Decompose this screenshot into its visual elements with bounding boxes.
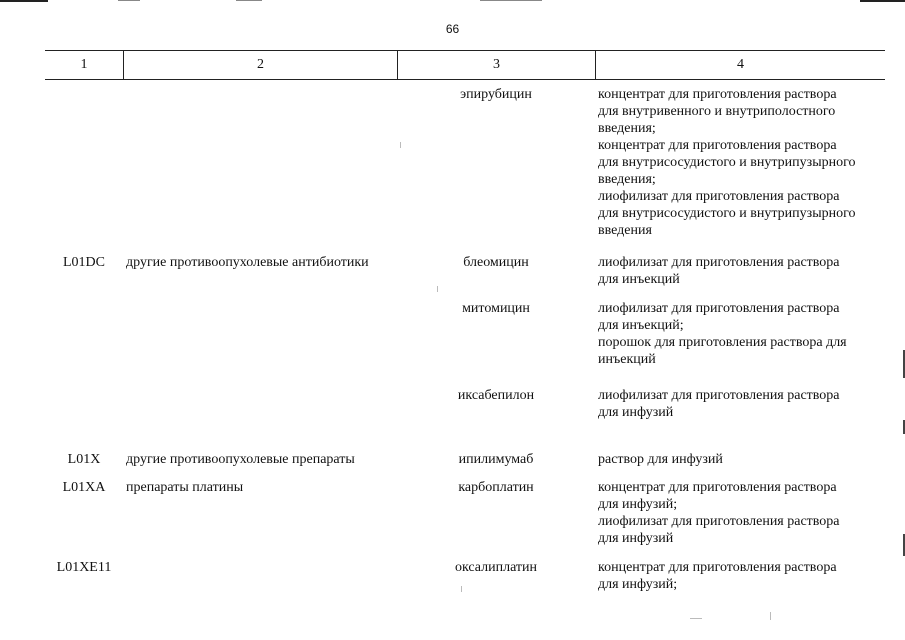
atc-code: L01DC: [63, 255, 105, 270]
drug-name: блеомицин: [463, 255, 529, 270]
dosage-form-line: инъекций: [598, 352, 656, 367]
dosage-form-line: для внутривенного и внутриполостного: [598, 104, 836, 119]
scan-speck: [400, 142, 401, 148]
drug-name: иксабепилон: [457, 388, 535, 403]
header-col-1: 1: [80, 57, 88, 72]
dosage-form-line: лиофилизат для приготовления раствора: [598, 514, 840, 529]
drug-name: эпирубицин: [460, 87, 532, 102]
header-col-2: 2: [257, 57, 264, 72]
atc-code: L01X: [67, 452, 101, 467]
dosage-form-line: для внутрисосудистого и внутрипузырного: [598, 206, 856, 221]
scan-speck: [437, 286, 438, 292]
drug-name: оксалиплатин: [454, 560, 538, 575]
dosage-form-line: концентрат для приготовления раствора: [598, 138, 837, 153]
dosage-form-line: лиофилизат для приготовления раствора: [598, 301, 840, 316]
dosage-form-line: для инфузий: [598, 531, 674, 546]
scan-speck: [461, 586, 462, 592]
atc-group: другие противоопухолевые препараты: [126, 452, 355, 467]
dosage-forms: [598, 479, 888, 547]
drug-name: карбоплатин: [458, 480, 534, 495]
dosage-form-line: лиофилизат для приготовления раствора: [598, 255, 840, 270]
dosage-form-line: концентрат для приготовления раствора: [598, 480, 837, 495]
dosage-forms: [598, 254, 888, 288]
header-col-3: 3: [493, 57, 500, 72]
header-col-4: 4: [737, 57, 744, 72]
scan-edge-mark: [480, 0, 542, 1]
atc-group: другие противоопухолевые антибиотики: [126, 255, 369, 270]
dosage-form-line: для инъекций: [598, 272, 680, 287]
atc-code: L01XA: [62, 480, 106, 495]
dosage-form-line: концентрат для приготовления раствора: [598, 560, 837, 575]
dosage-form-line: порошок для приготовления раствора для: [598, 335, 847, 350]
dosage-form-line: для внутрисосудистого и внутрипузырного: [598, 155, 856, 170]
drug-name: ипилимумаб: [458, 452, 534, 467]
dosage-form-line: введения;: [598, 172, 656, 187]
scan-speck: [690, 618, 702, 619]
dosage-form-line: лиофилизат для приготовления раствора: [598, 189, 840, 204]
dosage-forms: [598, 387, 888, 421]
atc-group: препараты платины: [126, 480, 244, 495]
dosage-form-line: для инъекций;: [598, 318, 684, 333]
dosage-forms: [598, 451, 888, 468]
scan-speck: [770, 612, 771, 620]
dosage-form-line: для инфузий;: [598, 577, 678, 592]
scan-edge-mark: [0, 0, 48, 2]
dosage-form-line: введения: [598, 223, 652, 238]
dosage-forms: [598, 559, 888, 593]
dosage-form-line: лиофилизат для приготовления раствора: [598, 388, 840, 403]
page-number: 66: [445, 22, 460, 36]
scan-edge-mark: [860, 0, 905, 2]
dosage-forms: [598, 86, 888, 239]
atc-code: L01XE11: [56, 560, 112, 575]
dosage-form-line: для инфузий: [598, 405, 674, 420]
dosage-form-line: концентрат для приготовления раствора: [598, 87, 837, 102]
dosage-form-line: раствор для инфузий: [598, 452, 723, 467]
dosage-form-line: для инфузий;: [598, 497, 678, 512]
table-header: [45, 50, 885, 80]
scan-edge-mark: [236, 0, 262, 1]
dosage-form-line: введения;: [598, 121, 656, 136]
drug-name: митомицин: [462, 301, 530, 316]
scan-edge-mark: [118, 0, 140, 1]
dosage-forms: [598, 300, 888, 368]
